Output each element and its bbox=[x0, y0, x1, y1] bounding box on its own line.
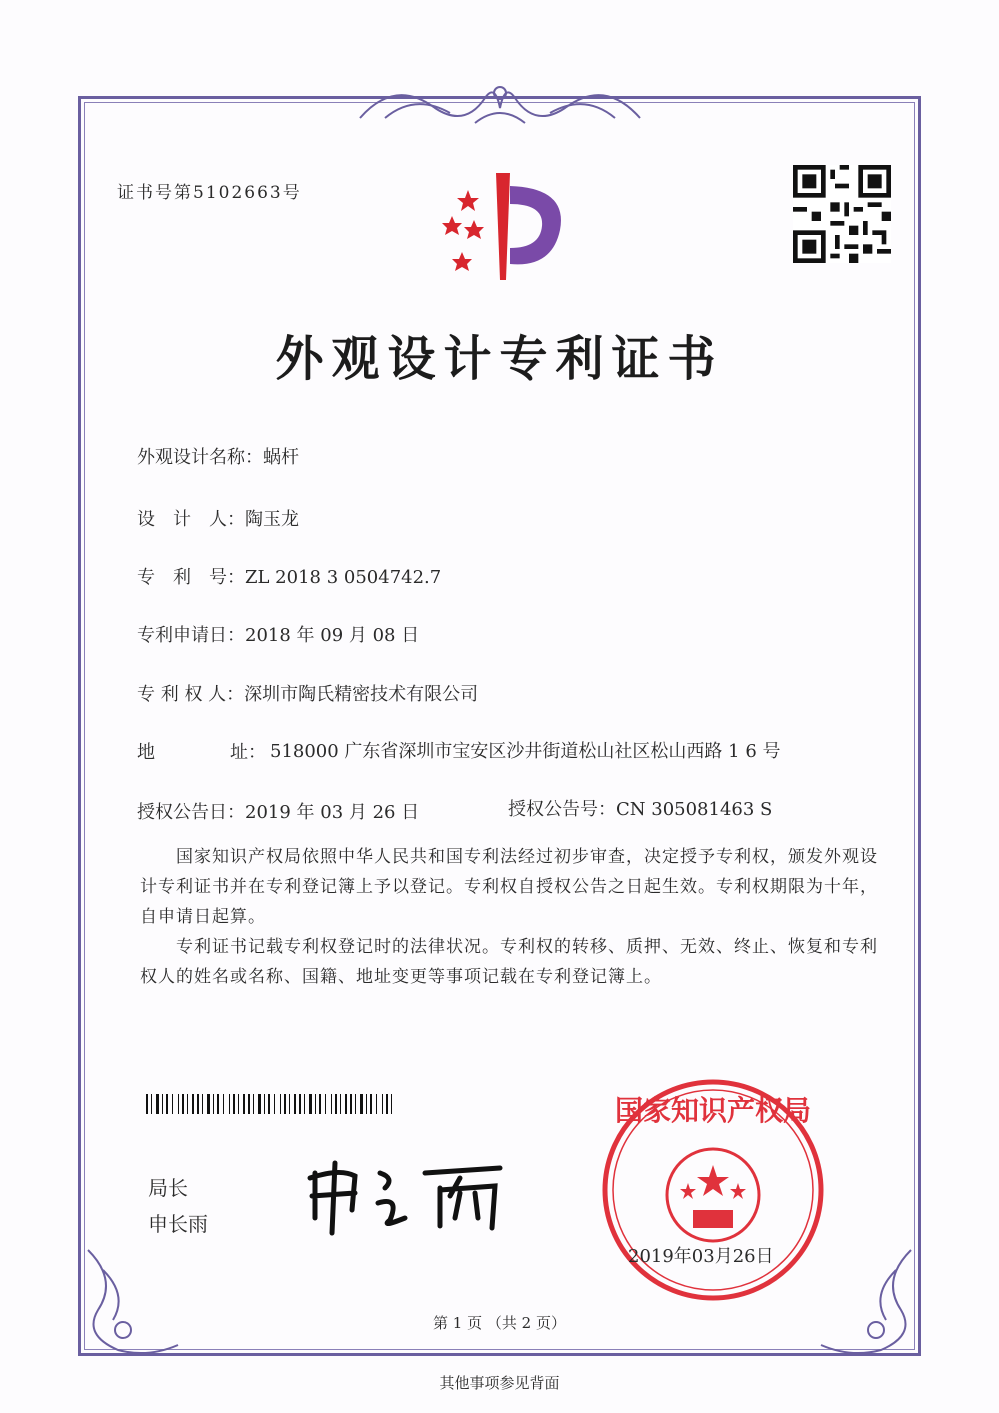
official-seal-icon bbox=[598, 1075, 828, 1305]
patentee-row bbox=[137, 680, 478, 706]
patent-number-value: ZL 2018 3 0504742.7 bbox=[245, 567, 442, 588]
address-value: 518000 广东省深圳市宝安区沙井街道松山社区松山西路 1 6 号 bbox=[270, 741, 781, 762]
seal-date: 2019年03月26日 bbox=[628, 1246, 774, 1267]
grant-number-value: CN 305081463 S bbox=[616, 799, 773, 820]
patent-number-row bbox=[137, 563, 441, 589]
certificate-number: 证书号第5102663号 bbox=[117, 183, 302, 203]
grant-number-row bbox=[508, 795, 772, 821]
grant-number-label: 授权公告号： bbox=[508, 799, 616, 820]
barcode-icon bbox=[146, 1094, 394, 1114]
page-title: 外观设计专利证书 bbox=[275, 331, 724, 387]
director-title: 局长 bbox=[148, 1176, 188, 1200]
apply-date-value: 2018 年 09 月 08 日 bbox=[245, 625, 420, 646]
design-name-value: 蜗杆 bbox=[263, 447, 299, 468]
grant-date-label: 授权公告日： bbox=[137, 802, 245, 823]
designer-row bbox=[137, 505, 299, 531]
qr-code-icon bbox=[793, 165, 891, 263]
address-label-1: 地 bbox=[137, 742, 155, 763]
apply-date-label: 专利申请日： bbox=[137, 625, 245, 646]
patent-office-logo-icon bbox=[428, 168, 578, 288]
paragraph-1: 国家知识产权局依照中华人民共和国专利法经过初步审查，决定授予专利权，颁发外观设计专利证书并在专利登记簿上予以登记。专利权自授权公告之日起生效。专利权期限为十年，自申请日起算。 bbox=[140, 847, 878, 927]
patent-number-label: 专 利 号： bbox=[137, 567, 245, 588]
corner-ornament-left-icon bbox=[78, 1240, 188, 1360]
director-signature-icon bbox=[300, 1148, 520, 1238]
paragraph-2: 专利证书记载专利权登记时的法律状况。专利权的转移、质押、无效、终止、恢复和专利权人的姓名或名称、国籍、地址变更等事项记载在专利登记簿上。 bbox=[140, 937, 878, 987]
grant-date-value: 2019 年 03 月 26 日 bbox=[245, 802, 420, 823]
designer-label: 设 计 人： bbox=[137, 509, 245, 530]
designer-value: 陶玉龙 bbox=[245, 509, 299, 530]
patentee-value: 深圳市陶氏精密技术有限公司 bbox=[244, 684, 479, 705]
design-name-row bbox=[137, 443, 299, 469]
seal-text: 国家知识产权局 bbox=[614, 1094, 812, 1127]
grant-date-row bbox=[137, 798, 419, 824]
patentee-label: 专 利 权 人： bbox=[137, 684, 245, 705]
top-ornament-icon bbox=[355, 68, 645, 128]
address-label-2: 址： bbox=[230, 742, 266, 763]
apply-date-row bbox=[137, 621, 419, 647]
design-name-label: 外观设计名称： bbox=[137, 447, 263, 468]
director-name: 申长雨 bbox=[148, 1212, 208, 1236]
page-number: 第 1 页 （共 2 页） bbox=[433, 1314, 566, 1332]
back-note: 其他事项参见背面 bbox=[439, 1374, 560, 1392]
